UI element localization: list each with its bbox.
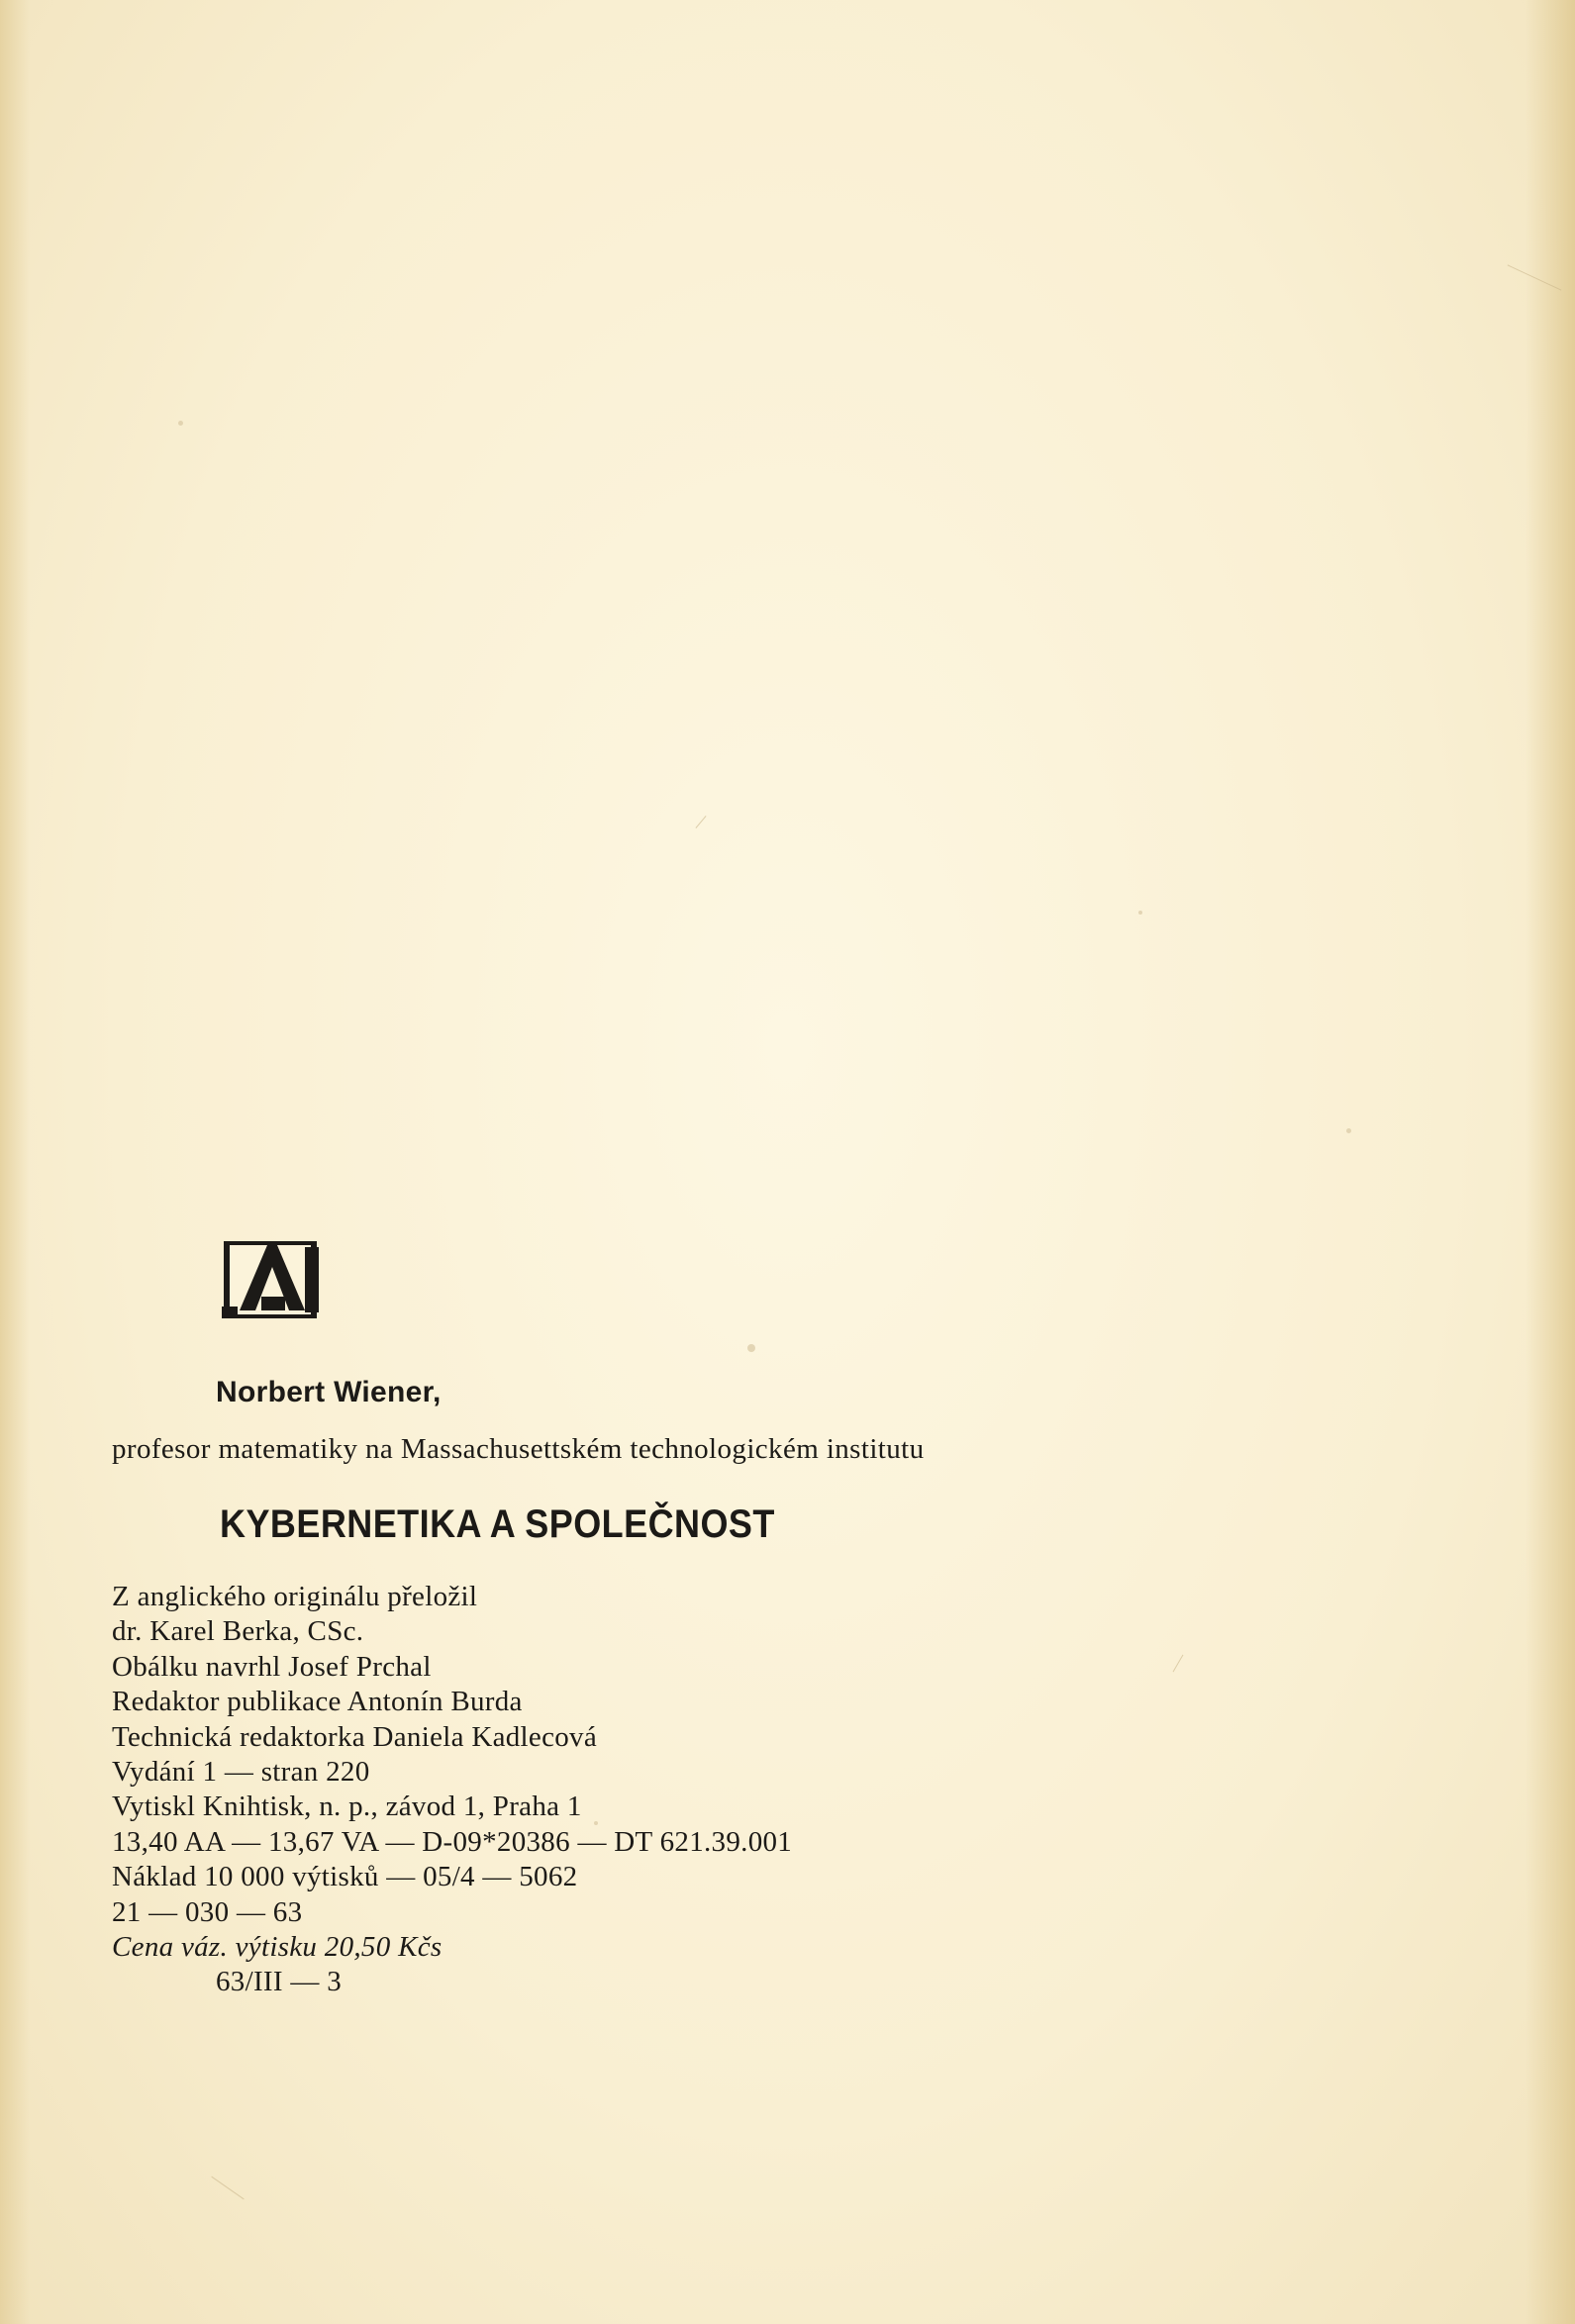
paper-fiber [695, 816, 706, 828]
cover-design-line: Obálku navrhl Josef Prchal [112, 1650, 432, 1683]
author-name: Norbert Wiener, [216, 1376, 442, 1408]
print-run-line: Náklad 10 000 výtisků — 05/4 — 5062 [112, 1861, 578, 1893]
book-title: KYBERNETIKA A SPOLEČNOST [220, 1502, 775, 1546]
paper-fiber [211, 2177, 244, 2200]
series-code-line: 63/III — 3 [216, 1966, 343, 1998]
paper-speck [747, 1344, 755, 1352]
technical-editor-line: Technická redaktorka Daniela Kadlecová [112, 1720, 598, 1753]
author-affiliation: profesor matematiky na Massachusettském technologickém institutu [112, 1433, 925, 1465]
edition-line: Vydání 1 — stran 220 [112, 1755, 370, 1788]
page-edge-left [0, 0, 30, 2324]
editor-line: Redaktor publikace Antonín Burda [112, 1686, 523, 1718]
printer-line: Vytiskl Knihtisk, n. p., závod 1, Praha 1 [112, 1791, 582, 1823]
catalog-code-line: 21 — 030 — 63 [112, 1895, 303, 1928]
paper-speck [1138, 911, 1142, 915]
translator-line: Z anglického originálu přeložil [112, 1581, 478, 1612]
paper-fiber [1173, 1655, 1184, 1673]
page-edge-right [1526, 0, 1575, 2324]
colophon [112, 1580, 792, 2000]
translator-name: dr. Karel Berka, CSc. [112, 1615, 364, 1648]
paper-speck [1346, 1128, 1351, 1133]
classification-line: 13,40 AA — 13,67 VA — D-09*20386 — DT 621.39.001 [112, 1825, 793, 1858]
paper-speck [178, 421, 183, 426]
publisher-logo-icon [218, 1237, 325, 1322]
price-line: Cena váz. výtisku 20,50 Kčs [112, 1930, 443, 1963]
